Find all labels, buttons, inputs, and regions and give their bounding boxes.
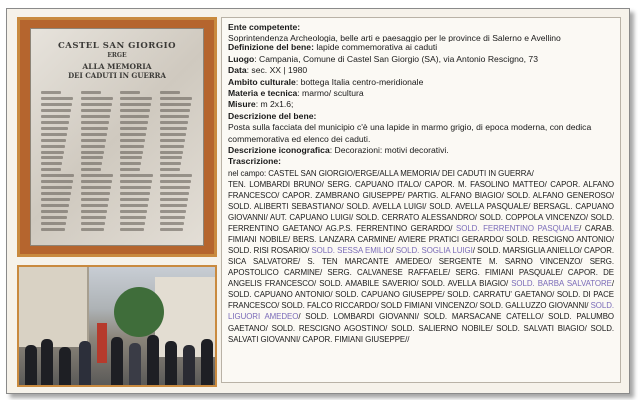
plaque-name-line [81, 91, 101, 94]
plaque-name-line [120, 216, 146, 219]
plaque-name-line [81, 210, 108, 213]
trascrizione-highlight: SOLD. FERRENTINO PASQUALE [456, 224, 580, 234]
ambito-label: Ambito culturale [228, 76, 296, 87]
plaque-name-line [160, 121, 188, 124]
plaque-name-line [41, 127, 68, 130]
plaque-name-line [160, 139, 185, 142]
plaque-name-line [41, 121, 69, 124]
plaque-name-line [81, 115, 110, 118]
misure-row: Misure: m 2x1.6; [228, 99, 294, 110]
plaque-name-line [81, 204, 109, 207]
plaque-name-line [120, 127, 147, 130]
plaque-name-line [81, 180, 113, 183]
plaque-column [160, 91, 193, 231]
plaque-name-line [41, 145, 65, 148]
plaque-name-line [81, 121, 109, 124]
crowd-shape [19, 330, 215, 385]
plaque-name-columns [41, 91, 193, 231]
trascrizione-segment: TEN. LOMBARDI BRUNO/ SERG. CAPUANO ITALO/ CAPOR. M. FASOLINO MATTEO/ CAPOR. ALFANO FRANCESCO/ CAPOR. ZAMBRANO GIUSEPPE/ PARTIG. ALFANO BIAGIO/ SOLD. ALFANO GENEROSO/ SOLD. ALIBERTI SEBASTIANO/ SOLD. AVELLA LUIGI/ SOLD. AVELLA PASQUALE/ BERSAGL. CAPUANO GIOVANNI/ AUT. CAPUANO LUIGI/ SOLD. CERRATO ALESSANDRO/ SOLD. COPPOLA VINCENZO/ SOLD. FERRENTINO GAETANO/ AG.P.S. FERRENTINO GERARDO/ [228, 179, 614, 234]
trascrizione-label: Trascrizione [228, 156, 279, 167]
plaque-name-line [41, 139, 66, 142]
plaque-name-line [120, 198, 149, 201]
plaque-column [81, 91, 114, 231]
plaque-line-1: CASTEL SAN GIORGIO [57, 41, 177, 51]
plaque-name-line [81, 97, 113, 100]
misure-value: m 2x1.6; [260, 99, 294, 110]
plaque-name-line [160, 198, 189, 201]
plaque-name-line [120, 156, 142, 159]
plaque-name-line [41, 222, 66, 225]
plaque-name-line [41, 228, 65, 231]
plaque-name-line [81, 186, 112, 189]
plaque-name-line [120, 186, 151, 189]
plaque-name-line [81, 156, 103, 159]
plaque-name-line [120, 228, 144, 231]
plaque-name-line [160, 103, 191, 106]
plaque-name-line [120, 192, 150, 195]
plaque-name-line [41, 151, 64, 154]
ambito-value: bottega Italia centro-meridionale [300, 76, 424, 87]
trascrizione-highlight: SOLD. SESSA EMILIO [311, 246, 392, 256]
plaque-name-line [41, 115, 70, 118]
plaque-photo [17, 17, 217, 257]
trascrizione-segment: / CARAB. FIMIANI NOBILE/ BERS. LANZARA CARMINE/ AVIERE PRATICI GERARDO/ SOLD. RESCIGNO ANTONIO/ SOLD. RISI ROSARIO/ [228, 224, 614, 256]
plaque-name-line [81, 174, 114, 177]
plaque-name-line [81, 133, 107, 136]
iconografica-row: Descrizione iconografica: Decorazioni: motivi decorativi. [228, 145, 449, 156]
plaque-name-line [81, 198, 110, 201]
plaque-name-line [41, 192, 71, 195]
trascrizione-intro: nel campo: CASTEL SAN GIORGIO/ERGE/ALLA MEMORIA/ DEI CADUTI IN GUERRA/ [228, 168, 534, 178]
trascrizione-segment: / SOLD. MARSIGLIA ANIELLO/ CAPOR. SICA SALVATORE/ S. TEN MARCANTE AMEDEO/ SERGENTE M. SARNO VINCENZO/ SERG. APOSTOLICO CARMINE/ SERG. CALVANESE RAFFAELE/ SERG. FIMIANI PASQUALE/ CAPOR. DE ANGELIS FRANCESCO/ SOLD. AMABILE SAVERIO/ SOLD. AVELLA BIAGIO/ [228, 246, 614, 289]
plaque-name-line [160, 91, 180, 94]
luogo-label: Luogo [228, 53, 255, 64]
materia-label: Materia e tecnica [228, 88, 298, 99]
plaque-name-line [160, 109, 190, 112]
plaque-name-line [41, 186, 72, 189]
plaque-name-line [160, 192, 190, 195]
trascrizione-segment: / SOLD. CAPUANO ANTONIO/ SOLD. CAPUANO GIUSEPPE/ SOLD. CARRATU' GAETANO/ SOLD. DI PACE FRANCESCO/ SOLD. FALCO RICCARDO/ SOLD FIMIANI VINCENZO/ SOLD. GALLUZZO GIOVANNI/ [228, 279, 614, 311]
plaque-name-line [41, 216, 67, 219]
trascrizione-segment: / [391, 246, 396, 256]
plaque-name-line [160, 133, 186, 136]
plaque-name-line [41, 91, 61, 94]
plaque-name-line [120, 168, 140, 171]
trascrizione-highlight: SOLD. BARBA SALVATORE [511, 279, 612, 289]
trascrizione-highlight: SOLD. SOGLIA LUIGI [395, 246, 473, 256]
plaque-name-line [120, 121, 148, 124]
plaque-name-line [41, 204, 69, 207]
plaque-column [41, 91, 74, 231]
plaque-name-line [120, 133, 146, 136]
plaque-name-line [160, 127, 187, 130]
plaque-name-line [41, 133, 67, 136]
data-label: Data [228, 65, 247, 76]
ambito-row: Ambito culturale: bottega Italia centro-meridionale [228, 76, 424, 87]
iconografica-label: Descrizione iconografica [228, 145, 330, 156]
descrizione-row: Descrizione del bene: [228, 110, 317, 121]
descrizione-value: Posta sulla facciata del municipio c'è una lapide in marmo grigio, di epoca moderna, con dedica commemorativa ed elenco dei caduti. [228, 122, 592, 144]
plaque-name-line [41, 103, 72, 106]
plaque-name-line [81, 127, 108, 130]
plaque-line-3: ALLA MEMORIA [82, 62, 152, 71]
plaque-name-line [41, 97, 73, 100]
scheda-card [6, 8, 630, 394]
ente-value: Soprintendenza Archeologia, belle arti e paesaggio per le province di Salerno e Avellino [228, 33, 561, 43]
plaque-name-line [120, 103, 151, 106]
plaque-name-line [120, 174, 153, 177]
plaque-name-line [160, 174, 193, 177]
plaque-name-line [160, 180, 192, 183]
plaque-name-line [160, 204, 188, 207]
plaque-name-line [41, 180, 73, 183]
plaque-name-line [160, 216, 186, 219]
definizione-label: Definizione del bene [228, 42, 312, 53]
plaque-name-line [160, 162, 181, 165]
plaque-name-line [160, 145, 184, 148]
scheda-text [221, 17, 621, 383]
plaque-name-line [120, 204, 148, 207]
plaque-name-line [120, 139, 145, 142]
plaque-name-line [81, 103, 112, 106]
plaque-name-line [41, 156, 63, 159]
misure-label: Misure [228, 99, 256, 110]
plaque-name-line [120, 109, 150, 112]
plaque-name-line [160, 228, 184, 231]
plaque-name-line [120, 115, 149, 118]
plaque-name-line [41, 174, 74, 177]
plaque-line-4: DEI CADUTI IN GUERRA [68, 71, 166, 80]
plaque-name-line [120, 210, 147, 213]
plaque-name-line [160, 210, 187, 213]
plaque-name-line [160, 168, 180, 171]
plaque-column [120, 91, 153, 231]
plaque-name-line [41, 198, 70, 201]
plaque-name-line [41, 168, 61, 171]
memorial-plaque [30, 28, 204, 246]
data-row: Data: sec. XX | 1980 [228, 65, 308, 76]
ente-row: Ente competente: [228, 22, 301, 32]
plaque-name-line [120, 145, 144, 148]
plaque-name-line [81, 168, 101, 171]
plaque-name-line [120, 97, 152, 100]
plaque-name-line [120, 162, 141, 165]
plaque-name-line [160, 97, 192, 100]
plaque-name-line [160, 156, 182, 159]
plaque-name-line [81, 109, 111, 112]
luogo-value: Campania, Comune di Castel San Giorgio (SA), via Antonio Rescigno, 73 [259, 53, 538, 64]
plaque-name-line [81, 139, 106, 142]
plaque-name-line [81, 216, 107, 219]
definizione-value: lapide commemorativa ai caduti [316, 42, 438, 53]
plaque-name-line [41, 109, 71, 112]
plaque-name-line [41, 162, 62, 165]
plaque-name-line [160, 222, 185, 225]
iconografica-value: Decorazioni: motivi decorativi. [334, 145, 449, 156]
trascrizione-highlight: SOLD. LIGUORI AMEDEO [228, 301, 614, 322]
plaque-name-line [120, 222, 145, 225]
plaque-name-line [81, 162, 102, 165]
ente-label: Ente competente [228, 22, 298, 32]
plaque-name-line [120, 180, 152, 183]
materia-value: marmo/ scultura [302, 88, 364, 99]
plaque-name-line [81, 222, 106, 225]
data-value: sec. XX | 1980 [251, 65, 308, 76]
plaque-name-line [81, 228, 105, 231]
images-column [17, 17, 217, 387]
trascrizione-row: Trascrizione: [228, 156, 282, 167]
luogo-row: Luogo: Campania, Comune di Castel San Giorgio (SA), via Antonio Rescigno, 73 [228, 53, 538, 64]
materia-row: Materia e tecnica: marmo/ scultura [228, 88, 364, 99]
plaque-name-line [160, 151, 183, 154]
plaque-name-line [160, 186, 191, 189]
plaque-heading [31, 41, 203, 80]
plaque-name-line [120, 151, 143, 154]
trascrizione-segment: / SOLD. LOMBARDI GIOVANNI/ SOLD. MARSACANE CATELLO/ SOLD. PALUMBO GAETANO/ SOLD. RESCIGNO AGOSTINO/ SOLD. SALIERNO NOBILE/ SOLD. SALVATI BIAGIO/ SOLD. SALVATI GIOVANNI/ CAPOR. FIMIANI GIUSEPPE// [228, 312, 614, 344]
definizione-row: Definizione del bene: lapide commemorativa ai caduti [228, 42, 438, 53]
plaque-name-line [41, 210, 68, 213]
plaque-name-line [81, 192, 111, 195]
trascrizione-body [228, 179, 614, 345]
plaque-name-line [160, 115, 189, 118]
plaque-name-line [81, 151, 104, 154]
plaque-name-line [81, 145, 105, 148]
descrizione-label: Descrizione del bene [228, 110, 314, 121]
ceremony-photo [17, 265, 217, 387]
plaque-name-line [120, 91, 140, 94]
plaque-line-2: ERGE [107, 52, 127, 59]
